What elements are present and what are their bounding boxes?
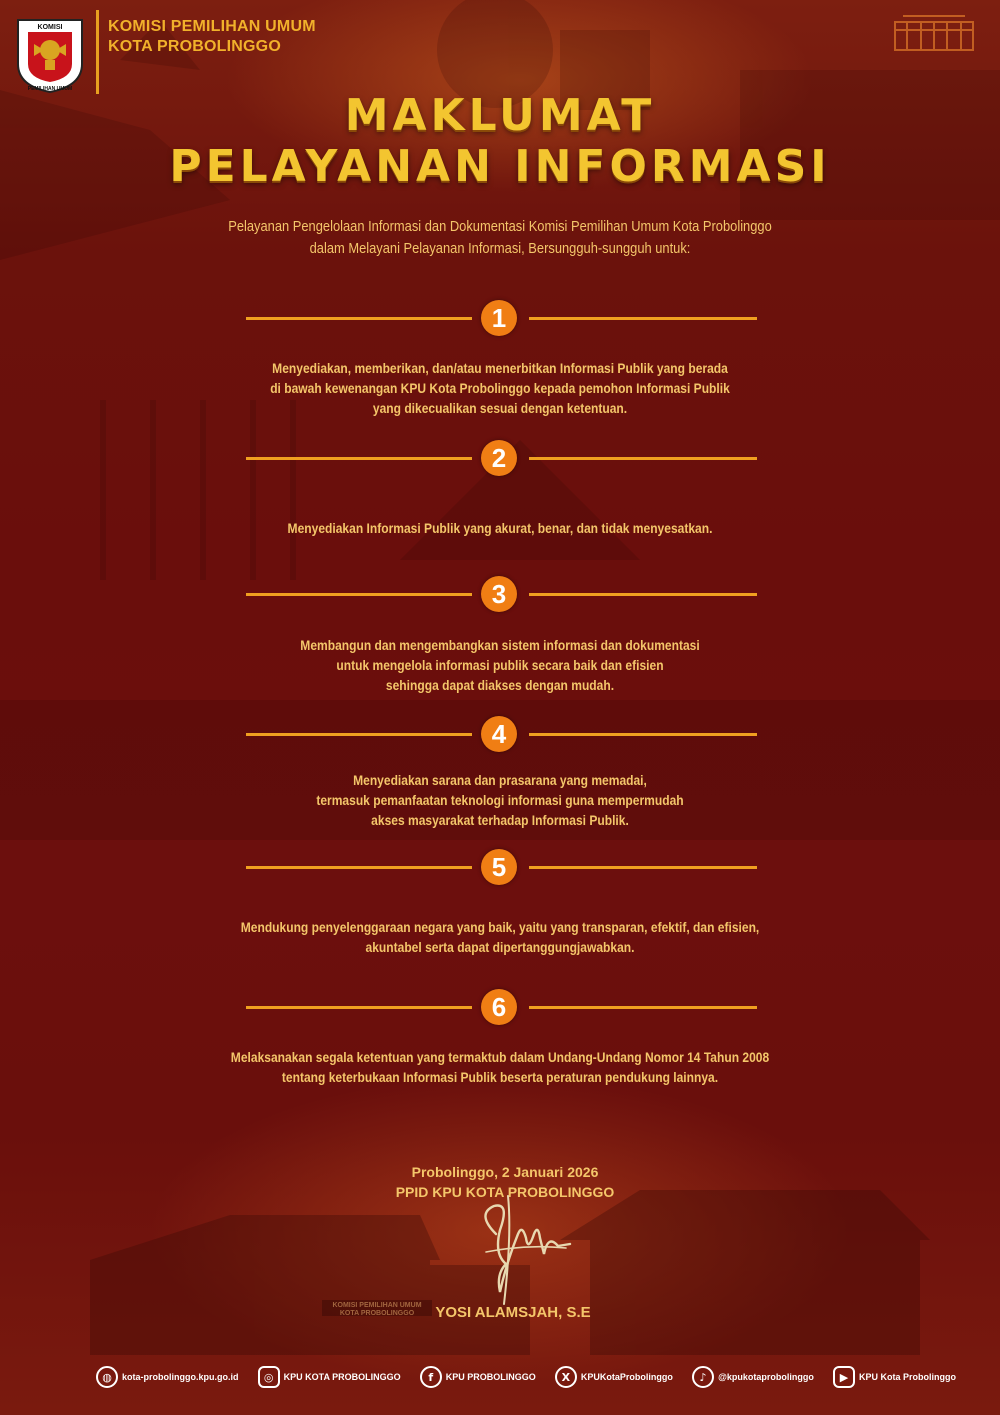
divider-right [529,593,757,596]
divider-right [529,733,757,736]
item-description [0,917,1000,957]
item-line: akses masyarakat terhadap Informasi Publik. [371,812,629,828]
background-sign-line1: KOMISI PEMILIHAN UMUM [332,1302,422,1309]
intro-text [0,216,1000,260]
item-line: sehingga dapat diakses dengan mudah. [385,677,615,693]
item-number-badge: 6 [481,989,517,1025]
title-line2: PELAYANAN INFORMASI [169,141,831,192]
divider-left [246,457,472,460]
item-line: Mendukung penyelenggaraan negara yang baik, yaitu yang transparan, efektif, dan efisien, [240,919,760,935]
item-number-badge: 3 [481,576,517,612]
social-label: KPU Kota Probolinggo [858,1372,956,1382]
social-link-tiktok[interactable] [692,1366,814,1388]
tiktok-icon: ♪ [692,1366,714,1388]
social-link-instagram[interactable] [258,1366,401,1388]
web-icon: ◍ [96,1366,118,1388]
signature-graphic [466,1194,576,1306]
social-link-facebook[interactable] [420,1366,536,1388]
item-line: Menyediakan sarana dan prasarana yang memadai, [353,772,647,788]
item-description [0,635,1000,695]
facebook-icon: f [420,1366,442,1388]
building-icon [893,14,975,52]
divider-left [246,593,472,596]
background-sign-line2: KOTA PROBOLINGGO [339,1310,415,1317]
social-label: KPUKotaProbolinggo [580,1372,673,1382]
item-line: Melaksanakan segala ketentuan yang termaktub dalam Undang-Undang Nomor 14 Tahun 2008 [230,1049,770,1065]
social-label: @kpukotaprobolinggo [718,1372,814,1382]
item-description [0,358,1000,418]
office-name: PPID KPU KOTA PROBOLINGGO [395,1184,615,1200]
org-name [108,7,316,67]
place-date: Probolinggo, 2 Januari 2026 [411,1164,599,1180]
divider-right [529,317,757,320]
item-number-badge: 5 [481,849,517,885]
divider-left [246,1006,472,1009]
title-line1: MAKLUMAT [344,90,656,141]
divider-left [246,866,472,869]
org-name-line2: KOTA PROBOLINGGO [108,38,281,55]
item-line: tentang keterbukaan Informasi Publik beserta peraturan pendukung lainnya. [281,1069,719,1085]
item-line: yang dikecualikan sesuai dengan ketentuan. [372,400,628,416]
header-divider [96,10,99,94]
item-description [0,770,1000,830]
divider-right [529,866,757,869]
item-line: Menyediakan, memberikan, dan/atau menerbitkan Informasi Publik yang berada [272,360,728,376]
social-link-web[interactable] [96,1366,238,1388]
item-line: Membangun dan mengembangkan sistem informasi dan dokumentasi [300,637,700,653]
logo-text-bottom: PEMILIHAN UMUM [27,86,73,92]
social-footer [96,1366,956,1388]
item-line: di bawah kewenangan KPU Kota Probolinggo kepada pemohon Informasi Publik [270,380,730,396]
youtube-icon: ▶ [833,1366,855,1388]
social-label: KPU PROBOLINGGO [445,1372,536,1382]
social-link-youtube[interactable] [833,1366,956,1388]
intro-line2: dalam Melayani Pelayanan Informasi, Bersungguh-sungguh untuk: [309,240,691,257]
social-label: KPU KOTA PROBOLINGGO [283,1372,401,1382]
item-number-badge: 1 [481,300,517,336]
org-name-line1: KOMISI PEMILIHAN UMUM [108,18,316,35]
item-description [0,1047,1000,1087]
social-link-x[interactable] [555,1366,673,1388]
item-number-badge: 2 [481,440,517,476]
intro-line1: Pelayanan Pengelolaan Informasi dan Dokumentasi Komisi Pemilihan Umum Kota Probolinggo [228,218,772,235]
instagram-icon: ◎ [258,1366,280,1388]
header [12,10,316,94]
divider-right [529,457,757,460]
item-line: termasuk pemanfaatan teknologi informasi guna mempermudah [316,792,684,808]
divider-right [529,1006,757,1009]
divider-left [246,733,472,736]
x-icon: X [555,1366,577,1388]
item-line: akuntabel serta dapat dipertanggungjawabkan. [365,939,635,955]
logo-text-top: KOMISI [37,24,63,31]
signer-name: YOSI ALAMSJAH, S.E [435,1304,591,1321]
kpu-logo-icon [12,10,88,94]
social-label: kota-probolinggo.kpu.go.id [122,1372,239,1382]
item-line: untuk mengelola informasi publik secara baik dan efisien [336,657,664,673]
item-number-badge: 4 [481,716,517,752]
item-line: Menyediakan Informasi Publik yang akurat, benar, dan tidak menyesatkan. [287,520,713,536]
item-description [0,518,1000,538]
divider-left [246,317,472,320]
